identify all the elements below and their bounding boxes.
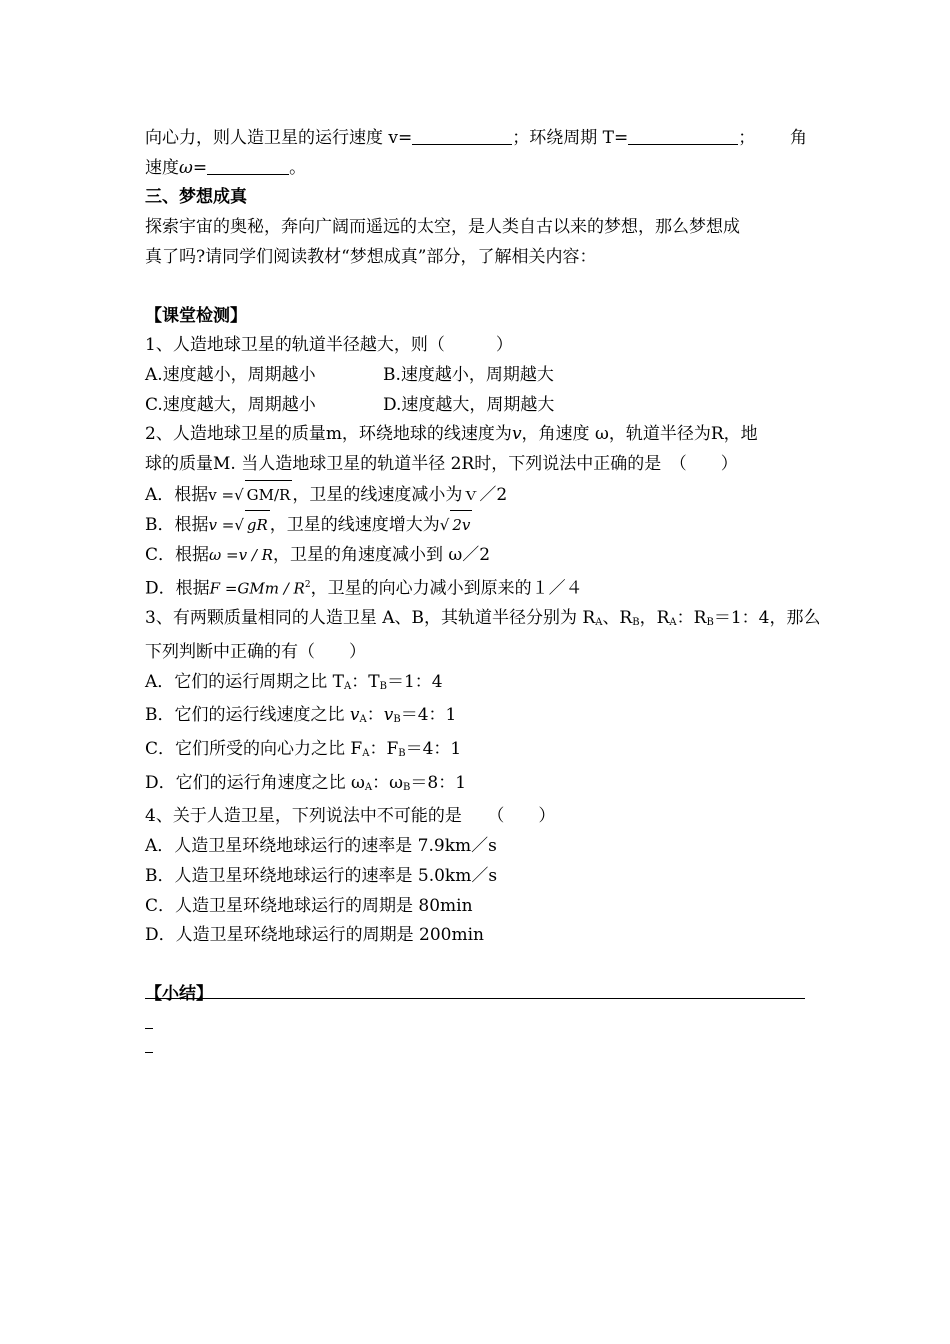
q3-sep3: ：R [676,608,707,629]
velocity-blank [412,126,512,145]
question-2-stem-line-1 [145,420,807,450]
question-3-option-d [145,769,807,803]
q2-c-formula: ω =v / R [209,546,273,565]
q3-stem-a: 3、有两颗质量相同的人造卫星 A、B，其轨道半径分别为 R [145,608,596,629]
quiz-heading: 【课堂检测】 [145,305,247,326]
q3-a-sub2: B [379,680,387,692]
intro-line-2 [145,154,807,184]
q3-c-colon: ：F [369,739,399,760]
equals-sign: = [192,157,208,178]
question-2-option-c [145,541,807,571]
q3-c-ratio: ＝4：1 [405,739,462,760]
angular-prompt: 速度 [145,157,179,178]
document-page [145,124,821,1010]
q3-a-colon: ：T [351,671,380,692]
question-2-option-a: A．根据v =√ GM/R ，卫星的线速度减小为ｖ／2 [145,480,807,511]
period-prompt: ；环绕周期 T= [512,128,629,148]
omega-symbol: ω [179,157,193,178]
q3-b-text: B．它们的运行线速度之比 [145,705,350,726]
q3-sub-b1: B [632,617,640,629]
q2-d-formula: F =GMm / R [209,579,305,598]
section-paragraph-line-2: 真了吗?请同学们阅读教材“梦想成真”部分，了解相关内容： [145,246,597,267]
q2-a-formula: v = [208,485,235,504]
q3-sub-a1: A [595,617,603,629]
q3-sep1: 、R [602,608,633,629]
question-1-option-b: B.速度越小，周期越大 [383,364,554,385]
q2-stem-text: 2、人造地球卫星的质量m，环绕地球的线速度为 [145,424,512,445]
question-3-stem-line-2: 下列判断中正确的有（ ） [145,641,366,662]
q3-c-sub1: A [362,748,370,760]
q3-c-sub2: B [398,748,406,760]
q3-sub-b2: B [706,617,714,629]
question-1-option-c: C.速度越大，周期越小 [145,394,316,415]
q2-stem-text-2: ，角速度 ω，轨道半径为R，地 [521,424,758,445]
question-4-option-c: C．人造卫星环绕地球运行的周期是 80min [145,895,473,916]
question-3-option-a [145,668,807,702]
question-3-option-c [145,735,807,769]
q3-d-text: D．它们的运行角速度之比 ω [145,772,365,793]
question-2-option-d [145,571,807,604]
velocity-prompt: 向心力，则人造卫星的运行速度 v= [145,128,413,148]
question-2-stem-line-2: 球的质量M. 当人造地球卫星的轨道半径 2R时，下列说法中正确的是 （ ） [145,454,738,475]
q3-b-v1: v [349,705,360,726]
question-4-option-b: B．人造卫星环绕地球运行的速率是 5.0km／s [145,865,498,886]
q2-d-exponent: 2 [304,579,311,590]
q2-a-text: ，卫星的线速度减小为ｖ／2 [292,484,508,505]
summary-dash-1 [145,1028,153,1029]
q2-b-text: ，卫星的线速度增大为 [269,515,440,536]
question-2-option-b: B．根据v =√ gR ，卫星的线速度增大为√ 2v [145,510,807,541]
intro-text-1 [145,124,755,154]
q2-c-text: ，卫星的角速度减小到 ω／2 [272,545,491,566]
q3-sep2: ，R [639,608,670,629]
summary-heading: 【小结】 [145,983,213,1004]
q2-b-formula: v = [208,516,235,535]
question-4-stem: 4、关于人造卫星，下列说法中不可能的是 （ ） [145,806,556,827]
q3-d-sub1: A [364,781,373,793]
section-paragraph-line-1: 探索宇宙的奥秘，奔向广阔而遥远的太空，是人类自古以来的梦想，那么梦想成 [145,217,740,238]
summary-dash-2 [145,1052,153,1053]
q3-b-colon: ： [366,705,384,726]
q3-b-ratio: ＝4：1 [400,705,457,726]
q3-d-ratio: ＝8：1 [410,772,467,793]
q3-c-text: C．它们所受的向心力之比 F [145,739,363,760]
section-heading: 三、梦想成真 [145,187,247,208]
question-3-option-b [145,701,807,735]
semicolon: ； [738,128,756,148]
q3-a-text: A．它们的运行周期之比 T [145,671,345,692]
angular-prompt-start: 角 [790,128,807,148]
question-4-option-d: D．人造卫星环绕地球运行的周期是 200min [145,925,484,946]
question-1-option-d: D.速度越大，周期越大 [383,394,555,415]
q2-b-result: 2v [450,510,472,541]
question-4-option-a: A．人造卫星环绕地球运行的速率是 7.9km／s [145,836,497,857]
question-1-options-row-2 [145,391,807,421]
question-1-stem: 1、人造地球卫星的轨道半径越大，则（ ） [145,335,513,356]
question-1-options-row-1 [145,361,807,391]
q2-a-radicand: GM/R [245,480,293,511]
q3-d-colon: ：ω [372,772,404,793]
summary-answer-line [145,998,805,999]
q3-d-sub2: B [403,781,411,793]
q3-a-ratio: ＝1：4 [386,671,443,692]
q3-sub-a2: A [669,617,677,629]
period-blank [628,126,738,145]
q2-d-text: ，卫星的向心力减小到原来的１／４ [310,578,583,599]
q3-stem-b: ＝1：4，那么 [713,608,821,629]
q2-c-label: C．根据 [145,545,210,566]
q2-b-label: B．根据 [145,515,209,536]
period-mark: 。 [289,157,307,178]
q3-b-v2: v [383,705,394,726]
question-3-stem-line-1 [145,604,821,638]
q2-b-radicand: gR [245,510,270,541]
question-1-option-a: A.速度越小，周期越小 [145,364,316,385]
q3-b-sub2: B [393,714,401,726]
q3-a-sub1: A [344,680,352,692]
q2-d-label: D．根据 [145,578,210,599]
angular-blank [207,156,289,175]
q2-v-symbol: v [511,424,522,445]
q2-a-label: A．根据 [145,484,209,505]
intro-line-1 [145,124,807,154]
q3-b-sub1: A [359,714,367,726]
